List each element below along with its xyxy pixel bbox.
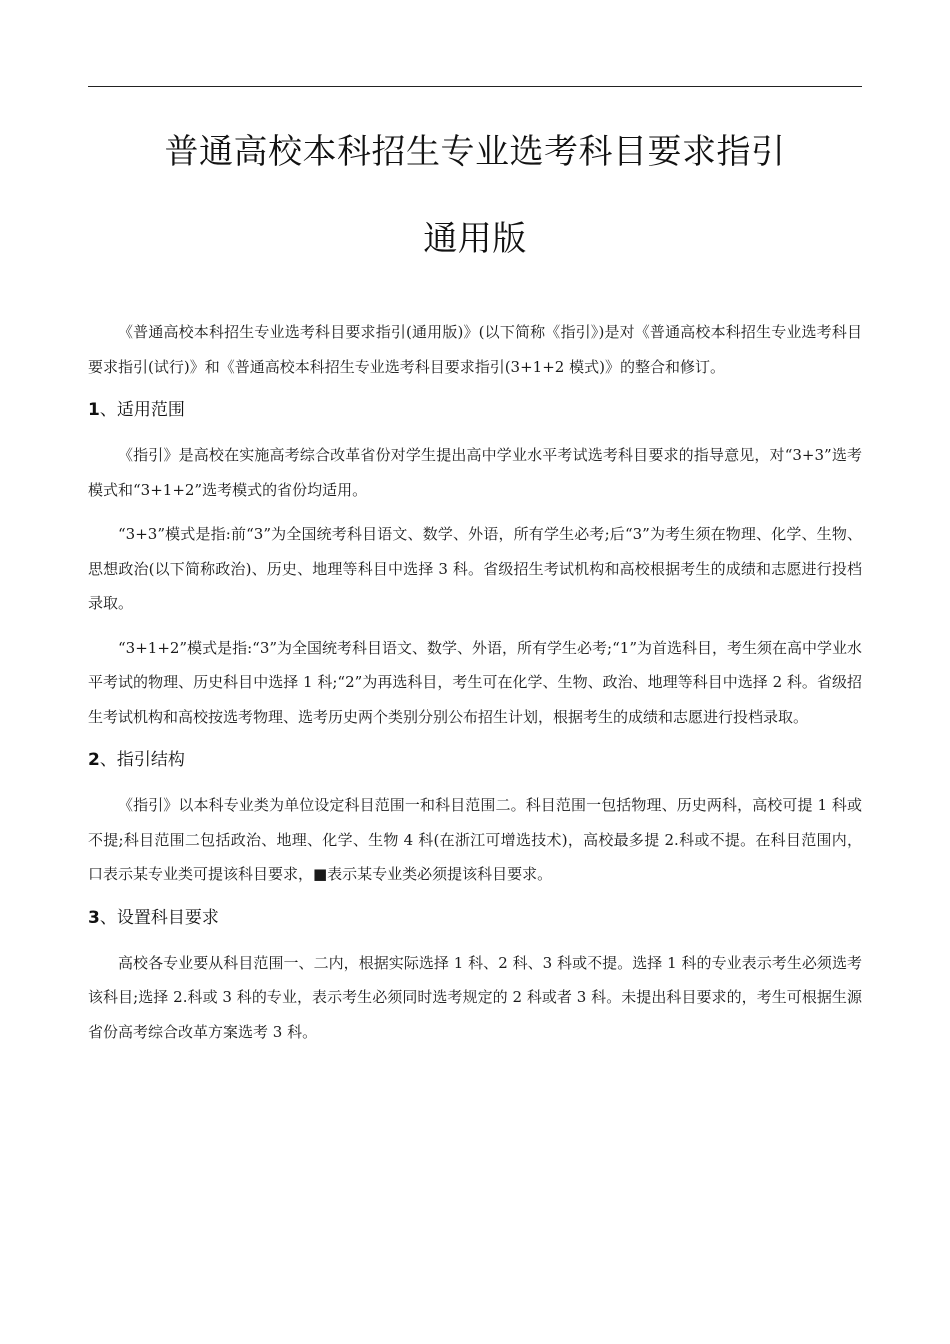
paragraph: “3+1+2”模式是指:“3”为全国统考科目语文、数学、外语，所有学生必考;“1”为首选科目，考生须在高中学业水平考试的物理、历史科目中选择 1 科;“2”为再选科目，考生可在化学、生物、政治、地理等科目中选择 2 科。省级招生考试机构和高校按选考物理、选考历史两个类别分别公布招生计划，根据考生的成绩和志愿进行投档录取。 [88, 638, 862, 726]
intro-paragraph: 《普通高校本科招生专业选考科目要求指引(通用版)》(以下简称《指引》)是对《普通高校本科招生专业选考科目要求指引(试行)》和《普通高校本科招生专业选考科目要求指引(3+1+2 模式)》的整合和修订。 [88, 323, 862, 376]
paragraph: 《指引》以本科专业类为单位设定科目范围一和科目范围二。科目范围一包括物理、历史两科，高校可提 1 科或不提;科目范围二包括政治、地理、化学、生物 4 科(在浙江可增选技术)，高校最多提 2.科或不提。在科目范围内，口表示某专业类可提该科目要求，■表示某专业类必须提该科目要求。 [88, 796, 862, 883]
paragraph: 《指引》是高校在实施高考综合改革省份对学生提出高中学业水平考试选考科目要求的指导意见，对“3+3”选考模式和“3+1+2”选考模式的省份均适用。 [88, 446, 862, 499]
section-number: 3 [88, 907, 100, 928]
document-body [88, 315, 862, 1059]
section-heading-scope [88, 394, 862, 426]
section-title: 、指引结构 [99, 750, 185, 770]
paragraph: 高校各专业要从科目范围一、二内，根据实际选择 1 科、2 科、3 科或不提。选择 1 科的专业表示考生必须选考该科目;选择 2.科或 3 科的专业，表示考生必须同时选考规定的 2 科或者 3 科。未提出科目要求的，考生可根据生源省份高考综合改革方案选考 3 科。 [88, 953, 862, 1041]
section-heading-requirements [88, 902, 862, 934]
section-title: 、适用范围 [99, 400, 185, 420]
section-heading-structure [88, 744, 862, 776]
section-title: 、设置科目要求 [99, 907, 219, 928]
header-rule [88, 86, 862, 87]
section-number: 1 [88, 400, 100, 420]
document-subtitle: 通用版 [423, 219, 527, 259]
section-number: 2 [88, 750, 100, 770]
document-title: 普通高校本科招生专业选考科目要求指引 [164, 132, 786, 172]
paragraph: “3+3”模式是指:前“3”为全国统考科目语文、数学、外语，所有学生必考;后“3”为考生须在物理、化学、生物、思想政治(以下简称政治)、历史、地理等科目中选择 3 科。省级招生考试机构和高校根据考生的成绩和志愿进行投档录取。 [88, 525, 862, 612]
